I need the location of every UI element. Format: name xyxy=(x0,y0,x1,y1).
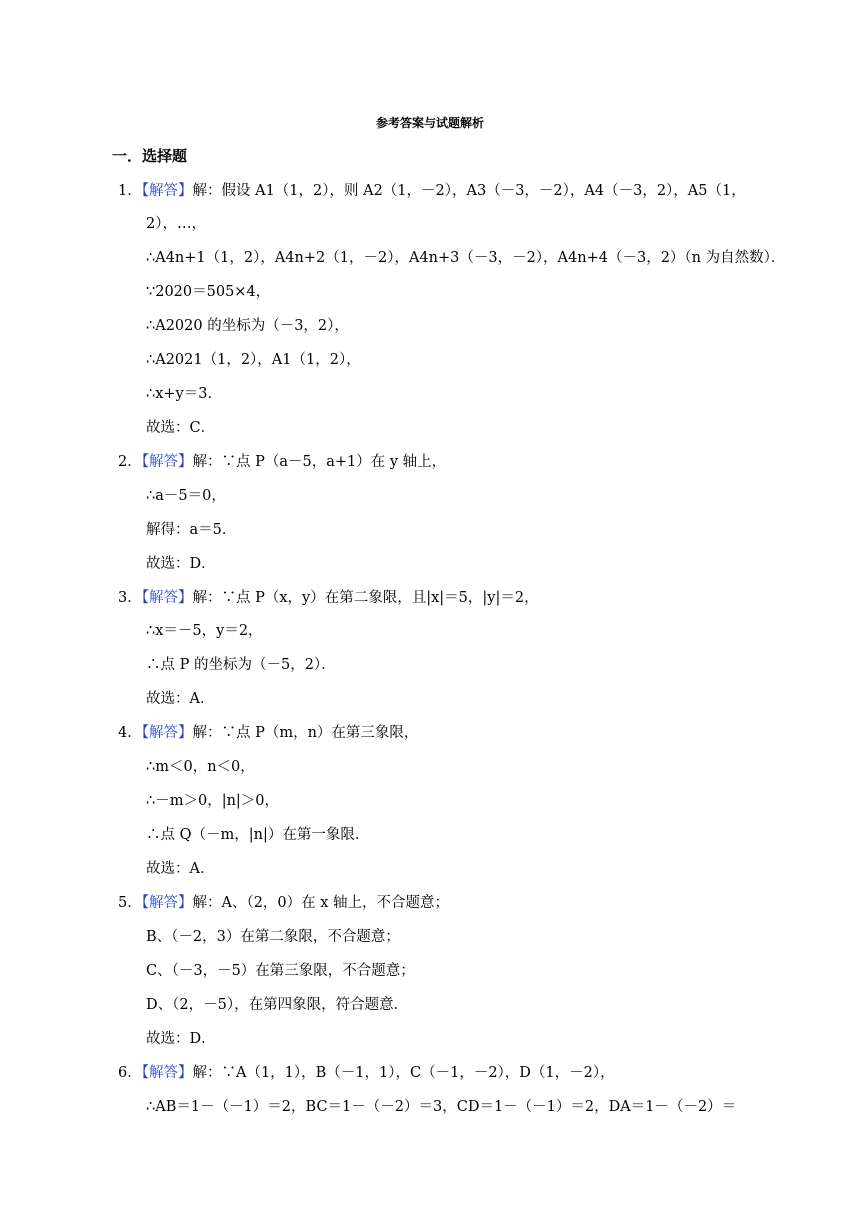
q2-text-1: 解：∵点 P（a－5，a+1）在 y 轴上， xyxy=(192,454,447,470)
q6-line-1 xyxy=(118,1062,615,1084)
q1-number: 1． xyxy=(118,183,142,199)
q1-line-1 xyxy=(118,180,746,202)
q1-line-8: 故选：C． xyxy=(146,420,216,436)
q5-line-4: D、（2，－5），在第四象限，符合题意． xyxy=(146,997,409,1013)
q2-line-3: 解得：a＝5． xyxy=(146,522,237,538)
section-heading: 一．选择题 xyxy=(112,147,188,165)
q6-number: 6． xyxy=(118,1065,142,1081)
q2-number: 2． xyxy=(118,454,142,470)
q3-line-1 xyxy=(118,587,539,609)
q4-line-2: ∴m＜0，n＜0， xyxy=(146,759,255,775)
q4-line-5: 故选：A． xyxy=(146,861,215,877)
q5-text-1: 解：A、（2，0）在 x 轴上，不合题意； xyxy=(192,895,450,911)
q3-line-2: ∴x＝－5，y＝2， xyxy=(146,623,263,639)
q5-line-3: C、（－3，－5）在第三象限，不合题意； xyxy=(146,963,415,979)
q6-text-1: 解：∵A（1，1），B（－1，1），C（－1，－2），D（1，－2）， xyxy=(192,1065,615,1081)
q4-text-1: 解：∵点 P（m，n）在第三象限， xyxy=(192,725,419,741)
q1-text-1: 解：假设 A1（1，2），则 A2（1，－2），A3（－3，－2），A4（－3，2），A5（1， xyxy=(192,183,746,199)
answer-tag: 【解答】 xyxy=(141,454,193,470)
q4-line-4: ∴点 Q（－m，|n|）在第一象限． xyxy=(146,827,370,843)
q1-line-5: ∴A2020 的坐标为（－3，2）， xyxy=(146,318,349,334)
q2-line-4: 故选：D． xyxy=(146,556,216,572)
q3-number: 3． xyxy=(118,590,142,606)
q4-line-1 xyxy=(118,722,418,744)
q4-number: 4． xyxy=(118,725,142,741)
answer-tag: 【解答】 xyxy=(141,895,193,911)
answer-tag: 【解答】 xyxy=(141,590,193,606)
answer-tag: 【解答】 xyxy=(141,183,193,199)
q2-line-2: ∴a－5＝0， xyxy=(146,488,226,504)
q3-line-4: 故选：A． xyxy=(146,691,215,707)
q5-number: 5． xyxy=(118,895,142,911)
q3-line-3: ∴点 P 的坐标为（－5，2）． xyxy=(146,657,336,673)
q1-line-4: ∵2020＝505×4， xyxy=(146,284,271,300)
q1-line-6: ∴A2021（1，2），A1（1，2）， xyxy=(146,352,361,368)
q5-line-1 xyxy=(118,892,449,914)
q1-line-7: ∴x+y＝3． xyxy=(146,386,222,402)
q1-line-2: 2），…， xyxy=(146,216,206,232)
q2-line-1 xyxy=(118,451,446,473)
q4-line-3: ∴－m＞0，|n|＞0， xyxy=(146,793,280,809)
q3-text-1: 解：∵点 P（x，y）在第二象限，且|x|＝5，|y|＝2， xyxy=(192,590,539,606)
q5-line-5: 故选：D． xyxy=(146,1031,216,1047)
q6-line-2: ∴AB＝1－（－1）＝2，BC＝1－（－2）＝3，CD＝1－（－1）＝2，DA＝1－（－2）＝ xyxy=(146,1099,737,1115)
answer-tag: 【解答】 xyxy=(141,725,193,741)
answer-tag: 【解答】 xyxy=(141,1065,193,1081)
q1-line-3: ∴A4n+1（1，2），A4n+2（1，－2），A4n+3（－3，－2），A4n+4（－3，2）（n 为自然数）． xyxy=(146,250,786,266)
q5-line-2: B、（－2，3）在第二象限，不合题意； xyxy=(146,929,400,945)
page-title: 参考答案与试题解析 xyxy=(375,116,484,130)
